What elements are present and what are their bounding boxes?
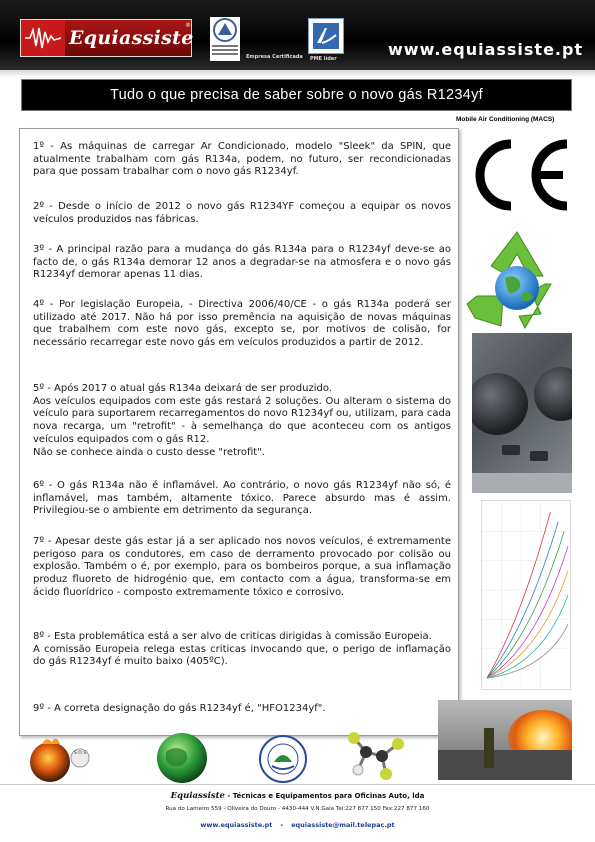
certified-company-label: Empresa Certificada <box>246 54 303 60</box>
macs-label: Mobile Air Conditioning (MACS) <box>456 116 555 123</box>
seal-triangle-icon <box>218 23 232 35</box>
epa-seal-icon <box>258 734 308 784</box>
registered-mark: ® <box>185 22 191 29</box>
page-header <box>0 0 595 70</box>
footer-company <box>0 791 595 801</box>
pme-lider-badge <box>308 18 344 54</box>
header-website-link[interactable]: www.equiassiste.pt <box>388 40 584 59</box>
footer-brand: Equiassiste <box>170 791 225 801</box>
burning-car-photo <box>438 700 572 780</box>
content-box <box>19 128 459 736</box>
panel-edge <box>472 473 572 493</box>
page-title: Tudo o que precisa de saber sobre o novo gás R1234yf <box>110 87 483 103</box>
paragraph-7: 7º - Apesar deste gás estar já a ser aplicado nos novos veículos, é extremamente perigoso para os condutores, em caso de derramento provocado por colisão ou explosão. Também o é, por exemplo, para os bombeiros porque, a sua inflamação produz fluoreto de hidrogénio que, em contacto com a água, transforma-se em ácido fluorídrico - composto extremamente tóxico e corrosivo. <box>33 536 451 598</box>
earth-globe-icon <box>146 732 218 784</box>
footer-tagline: - Técnicas e Equipamentos para Oficinas Auto, lda <box>224 792 425 800</box>
pme-lider-label: PME líder <box>310 56 337 62</box>
paragraph-4: 4º - Por legislação Europeia, - Directiva 2006/40/CE - o gás R134a poderá ser utilizado até 2017. Não há por isso premência na aquisição de novas máquinas que trabalhem com este novo gás, excepto se, por motivos de colisão, for necessário recarregar este novo gás em veículos produzidos a partir de 2012. <box>33 299 451 349</box>
paragraph-3: 3º - A principal razão para a mudança do gás R134a para o R1234yf deve-se ao facto de, o gás R134a demorar 12 anos a degradar-se na atmosfera e o novo gás R1234yf demorar apenas 11 dias. <box>33 244 451 281</box>
ce-mark-icon <box>463 136 573 214</box>
firefighter <box>484 728 494 768</box>
paragraph-6: 6º - O gás R134a não é inflamável. Ao contrário, o novo gás R1234yf não só, é inflamável, mas também, altamente tóxico. Parece absurdo mas é assim. Privilegiou-se o ambiente em detrimento da segurança. <box>33 480 451 517</box>
panel-button <box>502 445 520 455</box>
paragraph-1: 1º - As máquinas de carregar Ar Condicionado, modelo "Sleek" da SPIN, que atualmente trabalham com gás R134a, podem, no futuro, ser recondicionadas para que possam trabalhar com o novo gás R1234yf. <box>33 141 451 178</box>
footer-website-link[interactable]: www.equiassiste.pt <box>200 821 273 829</box>
footer-separator: - <box>280 821 284 829</box>
paragraph-5: 5º - Após 2017 o atual gás R134a deixará de ser produzido. Aos veículos equipados com este gás restará 2 soluções. Ou alteram o sistema do veículo para suportarem recarregamentos do novo R1234yf ou, utilizam, para cada nova recarga, um "retrofit" - à semelhança do que aconteceu com os antigos veículos equipados com o gás R12. Não se conhece ainda o custo desse "retrofit". <box>33 383 451 458</box>
footer-email-link[interactable]: equiassiste@mail.telepac.pt <box>291 821 395 829</box>
panel-button <box>530 451 548 461</box>
pulse-wave-icon <box>25 26 61 50</box>
certification-seal <box>210 17 240 61</box>
logo-text: Equiassiste <box>69 27 194 49</box>
title-bar <box>21 79 572 111</box>
pressure-curves-graph <box>481 500 571 690</box>
recycle-globe-icon <box>463 226 571 334</box>
sos-globe-fire-icon <box>24 736 92 784</box>
right-knob <box>534 367 572 421</box>
footer-divider <box>0 784 595 785</box>
equiassiste-logo <box>20 19 192 57</box>
pme-swoosh-icon <box>313 23 339 49</box>
molecule-icon <box>344 728 406 784</box>
footer-address: Rua do Lameiro 559 - Oliveira do Douro - 4430-444 V.N.Gaia Tel:227 877 150 Fax:227 877 160 <box>165 806 430 812</box>
paragraph-9: 9º - A correta designação do gás R1234yf é, "HFO1234yf". <box>33 703 326 714</box>
ac-control-panel-photo <box>472 333 572 493</box>
logo-mark <box>21 20 65 56</box>
paragraph-2: 2º - Desde o início de 2012 o novo gás R1234YF começou a equipar os novos veículos produzidos nas fábricas. <box>33 201 451 225</box>
pme-badge-mark <box>313 23 339 49</box>
paragraph-8: 8º - Esta problemática está a ser alvo de criticas dirigidas à comissão Europeia. A comissão Europeia relega estas criticas invocando que, o perigo de inflamação do gás R1234yf é muito baixo (405ºC). <box>33 631 451 668</box>
header-shadow <box>0 70 595 78</box>
sos-label: S O S <box>73 751 87 756</box>
footer-links <box>0 821 595 829</box>
ground <box>438 750 572 780</box>
seal-lines <box>212 45 238 57</box>
left-knob <box>472 373 528 435</box>
